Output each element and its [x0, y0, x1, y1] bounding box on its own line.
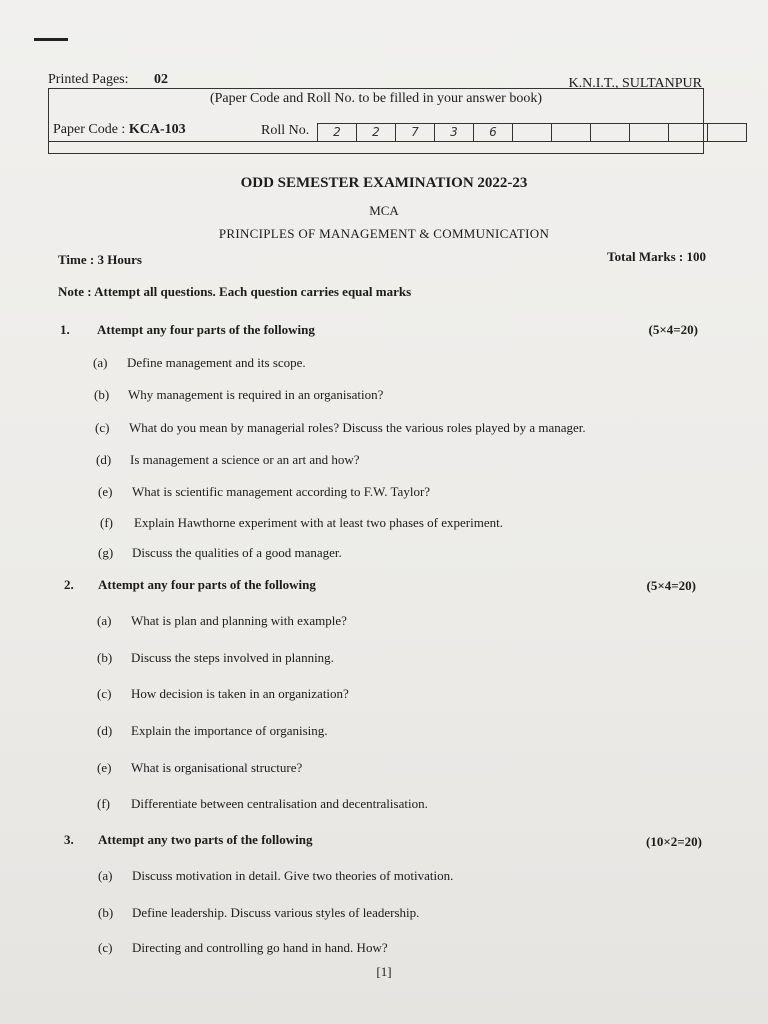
- roll-digit-cell: 6: [474, 124, 513, 141]
- question-title: Attempt any four parts of the following: [97, 322, 315, 337]
- part-text: Discuss the qualities of a good manager.: [132, 545, 342, 560]
- part-label: (a): [97, 613, 112, 628]
- question-title: Attempt any two parts of the following: [98, 832, 313, 847]
- total-marks: Total Marks : 100: [607, 249, 706, 264]
- course-name: MCA: [369, 203, 399, 218]
- question-part: [98, 484, 430, 500]
- paper-code: [53, 122, 186, 138]
- paper-code-box: [48, 88, 704, 154]
- part-text: Directing and controlling go hand in hand. How?: [132, 940, 388, 955]
- part-label: (a): [93, 355, 108, 370]
- part-label: (c): [95, 420, 110, 435]
- question-part: [97, 686, 349, 702]
- exam-duration: Time : 3 Hours: [58, 252, 142, 267]
- question-number: 3.: [64, 832, 74, 847]
- part-text: Explain the importance of organising.: [131, 723, 328, 738]
- roll-digit-cell: [552, 124, 591, 141]
- question-marks: (10×2=20): [646, 834, 702, 849]
- roll-digit-cell: 2: [357, 124, 396, 141]
- part-label: (b): [94, 387, 110, 402]
- roll-digit-cell: [708, 124, 746, 141]
- printed-pages: [48, 72, 168, 88]
- part-text: Why management is required in an organisation?: [128, 387, 384, 402]
- question-part: [98, 545, 342, 561]
- question-number: 2.: [64, 577, 74, 592]
- question-part: [97, 760, 302, 776]
- part-label: (c): [97, 686, 112, 701]
- paper-code-label: Paper Code :: [53, 122, 126, 137]
- roll-number-grid: [317, 123, 747, 142]
- question-part: [94, 387, 383, 403]
- question-part: [95, 420, 586, 436]
- part-label: (f): [97, 796, 110, 811]
- subject-name: PRINCIPLES OF MANAGEMENT & COMMUNICATION: [218, 226, 550, 241]
- part-text: Explain Hawthorne experiment with at least two phases of experiment.: [134, 515, 503, 530]
- part-text: Differentiate between centralisation and decentralisation.: [131, 796, 428, 811]
- instructions-note: Note : Attempt all questions. Each question carries equal marks: [58, 284, 412, 299]
- college-name: K.N.I.T., SULTANPUR: [568, 76, 702, 91]
- question-part: [93, 355, 306, 371]
- question-part: [97, 650, 334, 666]
- roll-digit-cell: [630, 124, 669, 141]
- printed-pages-label: Printed Pages:: [48, 72, 129, 87]
- question-part: [97, 796, 428, 812]
- part-text: What is plan and planning with example?: [131, 613, 347, 628]
- part-label: (e): [97, 760, 112, 775]
- roll-digit-cell: 7: [396, 124, 435, 141]
- question-part: [98, 868, 453, 884]
- part-label: (d): [96, 452, 112, 467]
- part-label: (e): [98, 484, 113, 499]
- part-text: Discuss the steps involved in planning.: [131, 650, 334, 665]
- question-part: [96, 452, 360, 468]
- roll-digit-cell: [513, 124, 552, 141]
- part-label: (f): [100, 515, 113, 530]
- part-label: (b): [97, 650, 113, 665]
- roll-digit-cell: [669, 124, 708, 141]
- part-label: (b): [98, 905, 114, 920]
- printed-pages-value: 02: [154, 72, 168, 87]
- question-number: 1.: [60, 322, 70, 337]
- part-label: (a): [98, 868, 113, 883]
- question-marks: (5×4=20): [648, 322, 698, 337]
- part-text: Define management and its scope.: [127, 355, 306, 370]
- part-label: (c): [98, 940, 113, 955]
- question-part: [98, 905, 419, 921]
- fill-note: (Paper Code and Roll No. to be filled in your answer book): [209, 91, 543, 106]
- part-text: How decision is taken in an organization?: [131, 686, 349, 701]
- roll-digit-cell: 2: [318, 124, 357, 141]
- part-text: What is organisational structure?: [131, 760, 303, 775]
- part-text: Discuss motivation in detail. Give two theories of motivation.: [132, 868, 454, 883]
- part-text: What is scientific management according to F.W. Taylor?: [132, 484, 431, 499]
- roll-digit-cell: [591, 124, 630, 141]
- question-part: [100, 515, 503, 531]
- roll-number-label: Roll No.: [261, 123, 310, 138]
- question-part: [97, 613, 347, 629]
- page-number: [1]: [376, 964, 392, 979]
- exam-title: ODD SEMESTER EXAMINATION 2022-23: [240, 175, 528, 191]
- part-text: What do you mean by managerial roles? Discuss the various roles played by a manager.: [129, 420, 586, 435]
- question-part: [98, 940, 388, 956]
- part-label: (d): [97, 723, 113, 738]
- question-marks: (5×4=20): [646, 578, 696, 593]
- question-title: Attempt any four parts of the following: [98, 577, 316, 592]
- box-divider: [49, 141, 703, 142]
- question-part: [97, 723, 328, 739]
- paper-code-value: KCA-103: [128, 122, 186, 137]
- part-text: Is management a science or an art and how?: [130, 452, 360, 467]
- part-label: (g): [98, 545, 114, 560]
- pen-mark: [34, 38, 68, 41]
- part-text: Define leadership. Discuss various styles of leadership.: [132, 905, 420, 920]
- roll-digit-cell: 3: [435, 124, 474, 141]
